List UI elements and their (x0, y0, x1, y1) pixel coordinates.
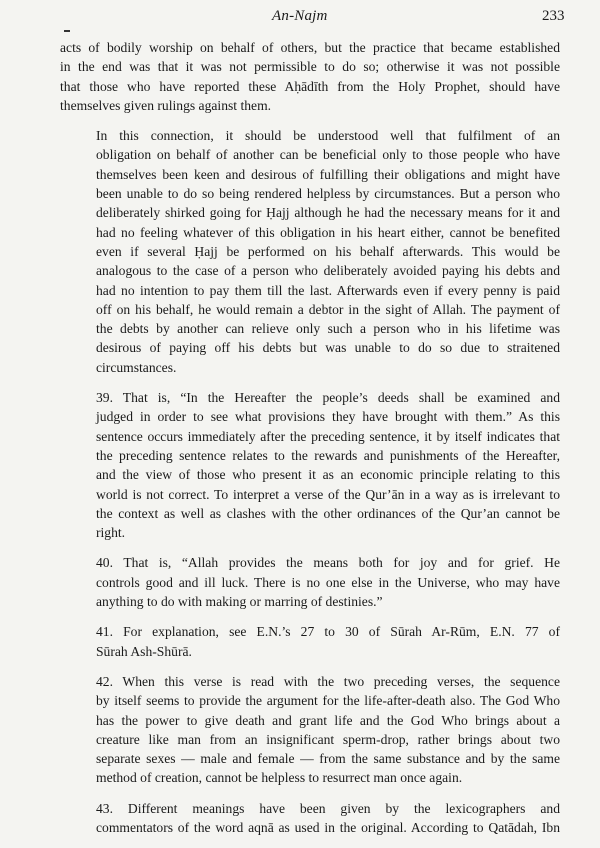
body-text (60, 38, 560, 848)
text-line: by itself seems to provide the argument for the life-after-death also. The God Who (96, 693, 560, 709)
page-number: 233 (542, 8, 565, 24)
text-line: In this connection, it should be understood well that fulfilment of an (96, 128, 560, 144)
running-title: An-Najm (272, 8, 328, 24)
text-line: 43. Different meanings have been given by the lexicographers and (96, 800, 560, 816)
text-line: 41. For explanation, see E.N.’s 27 to 30 of Sūrah Ar-Rūm, E.N. 77 of (96, 624, 560, 640)
text-line: separate sexes — male and female — from the same substance and by the same (96, 751, 560, 767)
text-line: obligation on behalf of another can be beneficial only to those people who have (96, 147, 560, 163)
text-line: controls good and ill luck. There is no one else in the Universe, who may have (96, 574, 560, 590)
text-line: the debts by another can relieve only such a person who in his lifetime was (96, 321, 560, 337)
running-head (0, 8, 600, 30)
text-line: desirous of paying off his debts but was unable to do so due to straitened (96, 340, 560, 356)
note-41 (60, 622, 560, 661)
text-line: right. (96, 525, 126, 541)
note-42 (60, 672, 560, 788)
stray-mark (64, 30, 70, 32)
text-line: acts of bodily worship on behalf of others, but the practice that became established (60, 40, 560, 55)
text-line: even if several Ḥajj be performed on his behalf afterwards. This would be (96, 243, 560, 259)
text-line: deliberately shirked going for Ḥajj although he had the necessary means for it and (96, 205, 560, 221)
text-line: anything to do with making or marring of destinies.” (96, 594, 383, 610)
text-line: 39. That is, “In the Hereafter the people’s deeds shall be examined and (96, 390, 560, 406)
text-line: and the view of those who present it as an economic principle relating to this (96, 467, 560, 483)
text-line: judged in order to see what provisions they have brought with them.” As this (96, 409, 560, 425)
text-line: the preceding sentence relates to the rewards and punishments of the Hereafter, (96, 447, 560, 463)
text-line: themselves given rulings against them. (60, 97, 272, 113)
text-line: circumstances. (96, 359, 177, 375)
paragraph-connection (60, 126, 560, 377)
note-40 (60, 553, 560, 611)
text-line: sentence occurs immediately after the preceding sentence, it by itself indicates that (96, 428, 560, 444)
text-line: Sūrah Ash-Shūrā. (96, 643, 192, 659)
text-line: themselves been keen and desirous of fulfilling their obligations and might have (96, 166, 560, 182)
text-line: that those who have reported these Aḥādīth from the Holy Prophet, should have (60, 78, 560, 94)
text-line: been unable to do so being rendered helpless by circumstances. But a person who (96, 186, 560, 202)
text-line: 40. That is, “Allah provides the means both for joy and for grief. He (96, 555, 560, 571)
text-line: creature like man from an insignificant sperm-drop, rather brings about two (96, 731, 560, 747)
note-39 (60, 388, 560, 542)
text-line: has the power to give death and grant life and the God Who brings about a (96, 712, 560, 728)
text-line: had no feeling whatever of this obligation in his heart either, cannot be benefited (96, 224, 560, 240)
text-line: analogous to the case of a person who deliberately avoided paying his debts and (96, 263, 560, 279)
text-line: method of creation, cannot be helpless to resurrect man once again. (96, 770, 463, 786)
text-line: off on his behalf, he would remain a debtor in the sight of Allah. The payment of (96, 301, 560, 317)
text-line: 42. When this verse is read with the two preceding verses, the sequence (96, 673, 560, 689)
text-line: had no intention to pay them till the last. Afterwards even if every penny is paid (96, 282, 560, 298)
text-line: in the end was that it was not permissible to do so; otherwise it was not possible (60, 59, 560, 75)
paragraph-continued (60, 38, 560, 115)
text-line: the context as well as clashes with the other ordinances of the Qur’an cannot be (96, 505, 560, 521)
text-line: commentators of the word aqnā as used in the original. According to Qatādah, Ibn (96, 819, 560, 835)
note-43 (60, 799, 560, 838)
text-line: world is not correct. To interpret a verse of the Qur’ān in a way as is irrelevant to (96, 486, 560, 502)
